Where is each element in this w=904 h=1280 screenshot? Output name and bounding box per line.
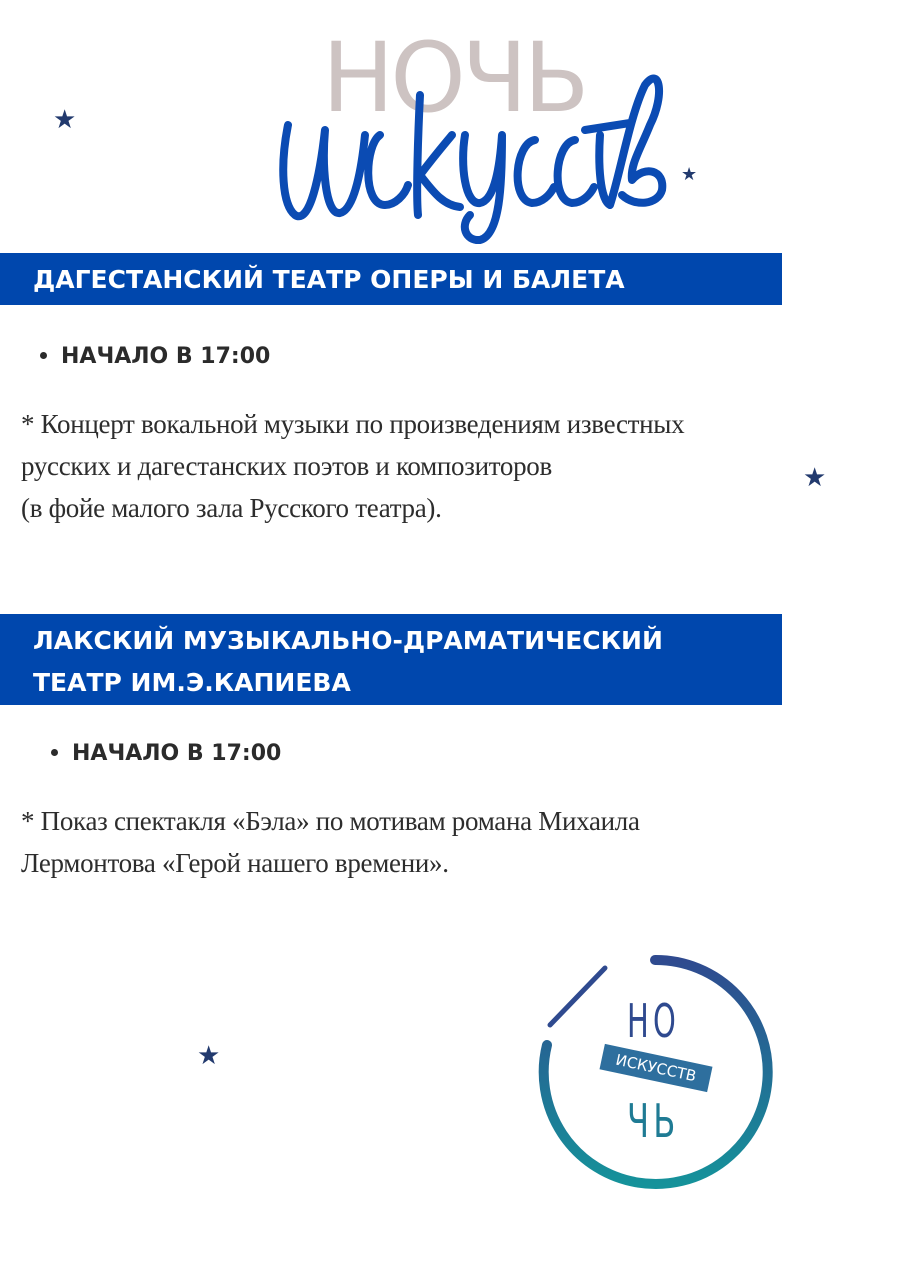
event-description: [21, 403, 684, 529]
start-time-label: НАЧАЛО В 17:00: [72, 741, 282, 766]
emblem-bottom-text: ЧЬ: [627, 1094, 680, 1148]
venue-title-line1: ЛАКСКИЙ МУЗЫКАЛЬНО-ДРАМАТИЧЕСКИЙ: [33, 626, 663, 655]
start-time: [40, 344, 270, 369]
start-time: [51, 741, 281, 766]
description-line: * Концерт вокальной музыки по произведениям известных: [21, 409, 685, 439]
star-icon: ★: [53, 104, 77, 134]
bullet-icon: [40, 352, 47, 359]
venue-banner-lak-theatre: [0, 614, 782, 705]
venue-title-line2: ТЕАТР ИМ.Э.КАПИЕВА: [33, 668, 351, 697]
venue-banner-opera-ballet: [0, 253, 782, 305]
star-icon: ★: [197, 1040, 221, 1070]
description-line: Лермонтова «Герой нашего времени».: [21, 848, 449, 878]
description-line: (в фойе малого зала Русского театра).: [21, 493, 442, 523]
logo-noch-text: НОЧЬ: [322, 22, 586, 134]
emblem-ribbon: ИСКУССТВ: [599, 1044, 712, 1092]
night-of-arts-emblem: [535, 950, 780, 1195]
star-icon: ★: [681, 164, 698, 184]
description-line: русских и дагестанских поэтов и композиторов: [21, 451, 552, 481]
event-description: [21, 800, 640, 884]
star-icon: ★: [803, 462, 827, 492]
emblem-top-text: НО: [627, 994, 680, 1048]
venue-title: ДАГЕСТАНСКИЙ ТЕАТР ОПЕРЫ И БАЛЕТА: [33, 265, 625, 294]
start-time-label: НАЧАЛО В 17:00: [61, 344, 271, 369]
bullet-icon: [51, 749, 58, 756]
description-line: * Показ спектакля «Бэла» по мотивам романа Михаила: [21, 806, 640, 836]
logo-script-iskusstv: [270, 55, 670, 245]
